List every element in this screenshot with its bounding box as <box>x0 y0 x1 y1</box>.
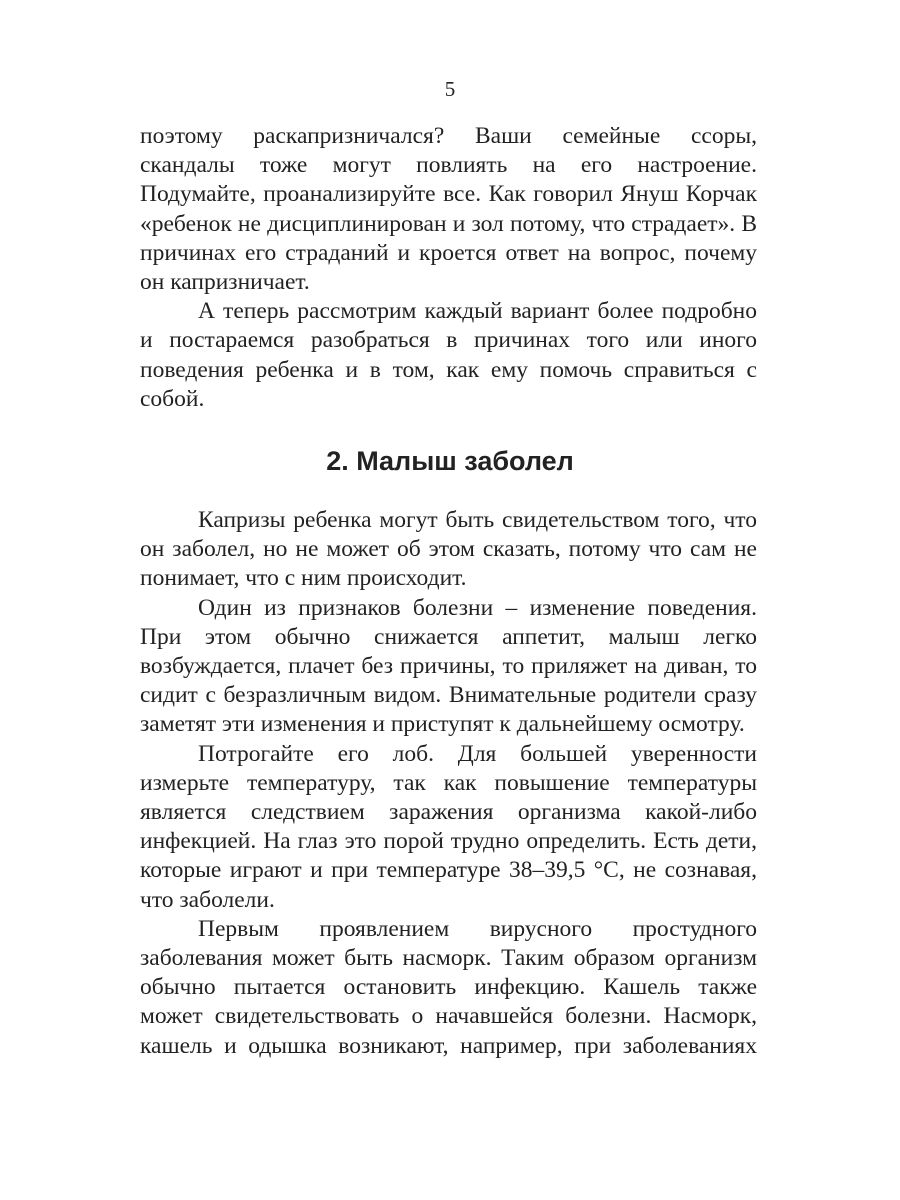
page-number: 5 <box>444 77 456 101</box>
intro-text <box>140 122 757 414</box>
paragraph-continued: поэтому раскапризничался? Ваши семейные ссоры, скандалы тоже могут повлиять на его настроение. Подумайте, проанализируйте все. Как говорил Януш Корчак «ребенок не дисциплинирован и зол потому, что страдает». В причинах его страданий и кроется ответ на вопрос, почему он капризничает. <box>140 123 757 296</box>
paragraph: Один из признаков болезни – изменение поведения. При этом обычно снижается аппетит, малыш легко возбуждается, плачет без причины, то приляжет на диван, то сидит с безразличным видом. Внимательные родители сразу заметят эти изменения и приступят к дальнейшему осмотру. <box>140 594 757 738</box>
paragraph: Потрогайте его лоб. Для большей уверенности измерьте температуру, так как повышение температуры является следствием заражения организма какой-либо инфекцией. На глаз это порой трудно определить. Есть дети, которые играют и при температуре 38–39,5 °С, не сознавая, что заболели. <box>140 740 757 913</box>
paragraph: А теперь рассмотрим каждый вариант более подробно и постараемся разобраться в причинах того или иного поведения ребенка и в том, как ему помочь справиться с собой. <box>140 298 757 412</box>
paragraph-continues: Первым проявлением вирусного простудного заболевания может быть насморк. Таким образом организм обычно пытается остановить инфекцию. Кашель также может свидетельствовать о начавшейся болезни. Насморк, кашель и одышка возникают, например, при заболеваниях <box>140 915 757 1059</box>
section-heading: 2. Малыш заболел <box>326 446 574 476</box>
section-text <box>140 506 757 1061</box>
paragraph: Капризы ребенка могут быть свидетельством того, что он заболел, но не может об этом сказать, потому что сам не понимает, что с ним происходит. <box>140 507 757 592</box>
